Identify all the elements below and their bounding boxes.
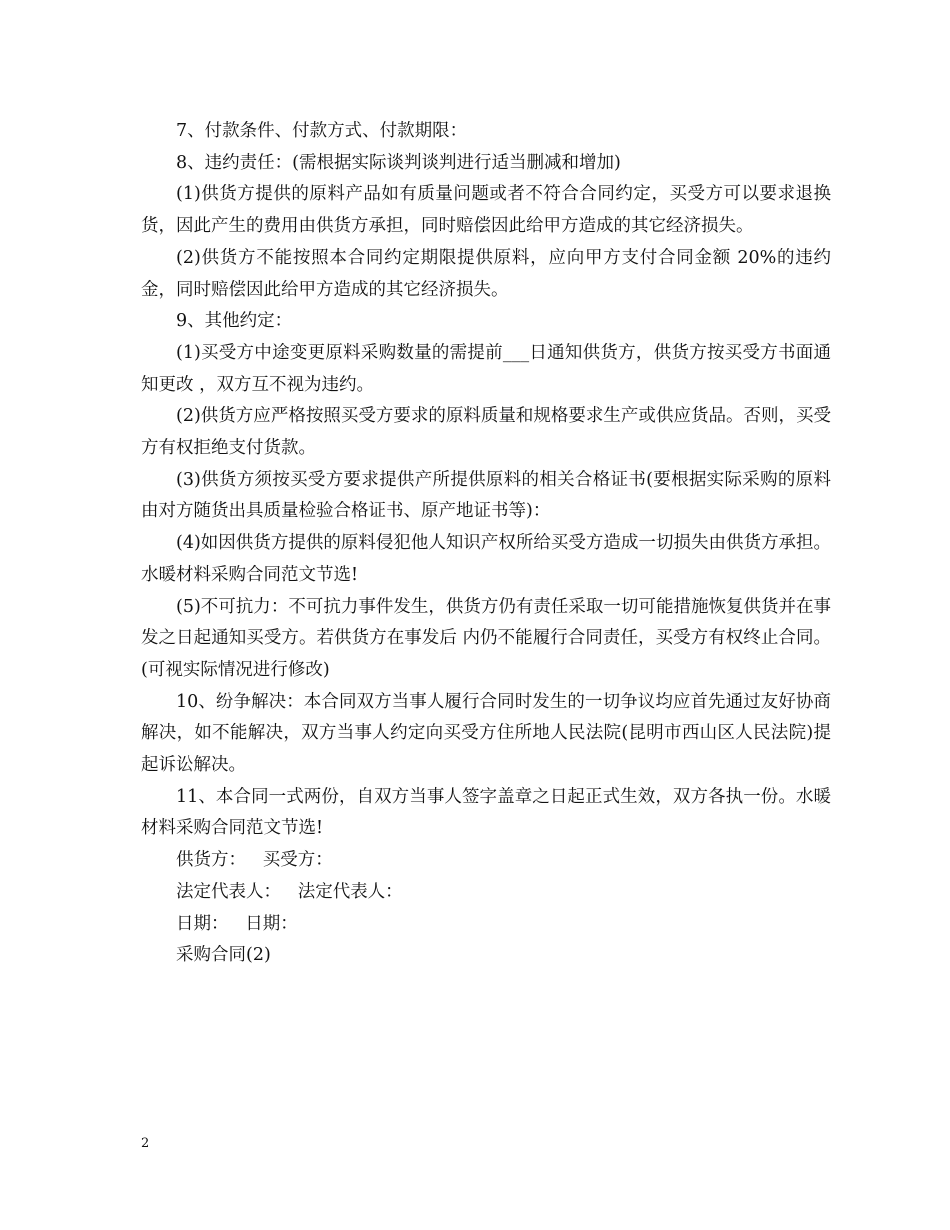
clause-9-item-1: (1)买受方中途变更原料采购数量的需提前___日通知供货方，供货方按买受方书面通知更改 ，双方互不视为违约。 bbox=[141, 342, 831, 395]
clause-9-item-4: (4)如因供货方提供的原料侵犯他人知识产权所给买受方造成一切损失由供货方承担。水暖材料采购合同范文节选! bbox=[141, 533, 831, 585]
signature-parties: 供货方： 买受方： bbox=[176, 850, 333, 871]
signature-representatives: 法定代表人： 法定代表人： bbox=[176, 881, 403, 902]
clause-8-liability-heading: 8、违约责任：(需根据实际谈判谈判进行适当删减和增加) bbox=[176, 152, 621, 173]
clause-9-other-heading: 9、其他约定： bbox=[176, 311, 293, 332]
section-title-purchase-contract-2: 采购合同(2) bbox=[176, 945, 271, 966]
signature-dates: 日期： 日期： bbox=[176, 913, 298, 934]
clause-9-item-5: (5)不可抗力：不可抗力事件发生，供货方仍有责任采取一切可能措施恢复供货并在事发之日起通知买受方。若供货方在事发后 内仍不能履行合同责任，买受方有权终止合同。(可视实际情况进行修改) bbox=[141, 596, 831, 680]
clause-8-item-1: (1)供货方提供的原料产品如有质量问题或者不符合合同约定，买受方可以要求退换货，因此产生的费用由供货方承担，同时赔偿因此给甲方造成的其它经济损失。 bbox=[141, 184, 831, 237]
clause-9-item-3: (3)供货方须按买受方要求提供产所提供原料的相关合格证书(要根据实际采购的原料由对方随货出具质量检验合格证书、原产地证书等)： bbox=[141, 469, 831, 522]
page-number: 2 bbox=[141, 1136, 150, 1151]
clause-9-item-2: (2)供货方应严格按照买受方要求的原料质量和规格要求生产或供应货品。否则，买受方有权拒绝支付货款。 bbox=[141, 406, 831, 459]
document-body bbox=[141, 116, 831, 972]
clause-11-copies: 11、本合同一式两份，自双方当事人签字盖章之日起正式生效，双方各执一份。水暖材料采购合同范文节选! bbox=[141, 786, 831, 839]
clause-8-item-2: (2)供货方不能按照本合同约定期限提供原料，应向甲方支付合同金额 20%的违约金，同时赔偿因此给甲方造成的其它经济损失。 bbox=[141, 247, 831, 300]
clause-7-payment-terms: 7、付款条件、付款方式、付款期限： bbox=[176, 121, 468, 141]
clause-10-dispute: 10、纷争解决：本合同双方当事人履行合同时发生的一切争议均应首先通过友好协商解决，如不能解决，双方当事人约定向买受方住所地人民法院(昆明市西山区人民法院)提起诉讼解决。 bbox=[141, 691, 831, 776]
